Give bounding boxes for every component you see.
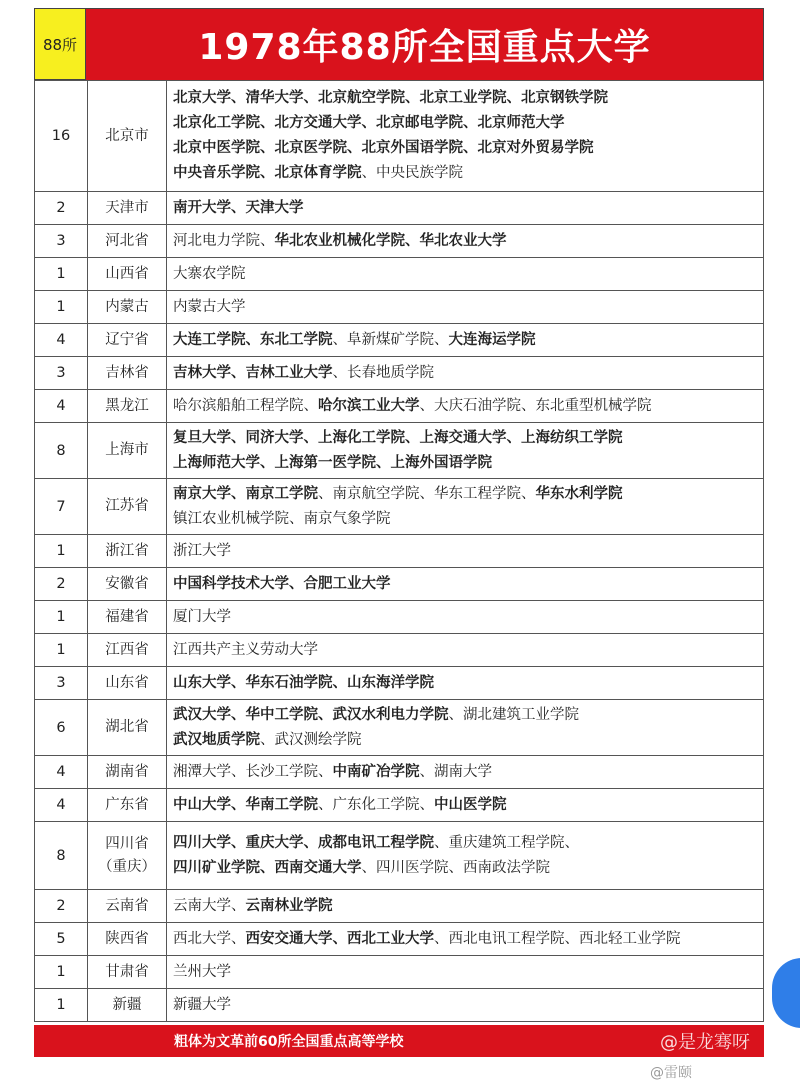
university-text: 云南大学、: [173, 897, 246, 914]
university-text: 、大庆石油学院、东北重型机械学院: [419, 397, 652, 414]
province-name: 福建省: [105, 608, 149, 625]
table-row: [35, 956, 764, 989]
row-schools: [167, 479, 764, 535]
row-schools: [167, 535, 764, 568]
university-text: 镇江农业机械学院、南京气象学院: [173, 510, 391, 527]
table-row: [35, 225, 764, 258]
row-province: [88, 535, 167, 568]
table-row: [35, 568, 764, 601]
table-row: [35, 700, 764, 756]
row-schools: [167, 923, 764, 956]
row-count: 1: [35, 956, 88, 989]
key-university-text: 吉林大学、吉林工业大学: [173, 364, 333, 381]
university-text: 、西北电讯工程学院、西北轻工业学院: [434, 930, 681, 947]
schools-line: [173, 605, 757, 630]
province-name: 黑龙江: [105, 397, 149, 414]
row-province: [88, 956, 167, 989]
province-name: 甘肃省: [105, 963, 149, 980]
province-name: 北京市: [105, 127, 149, 144]
row-count: 1: [35, 258, 88, 291]
schools-line: [173, 451, 757, 476]
university-text: 、湖北建筑工业学院: [448, 706, 579, 723]
province-name: 山西省: [105, 265, 149, 282]
row-count: 1: [35, 291, 88, 324]
key-university-text: 武汉地质学院: [173, 731, 260, 748]
row-province: [88, 291, 167, 324]
university-text: 兰州大学: [173, 963, 231, 980]
key-university-text: 华东水利学院: [535, 485, 623, 502]
key-university-text: 南开大学、天津大学: [173, 199, 304, 216]
row-province: [88, 81, 167, 192]
schools-line: [173, 539, 757, 564]
row-count: 2: [35, 890, 88, 923]
table-row: [35, 479, 764, 535]
university-text: 河北电力学院、: [173, 232, 275, 249]
row-schools: [167, 423, 764, 479]
table-row: [35, 822, 764, 890]
key-university-text: 中南矿冶学院: [332, 763, 420, 780]
key-university-text: 上海师范大学、上海第一医学院、上海外国语学院: [173, 454, 492, 471]
province-name: 山东省: [105, 674, 149, 691]
schools-line: [173, 856, 757, 881]
header: [34, 8, 764, 80]
key-university-text: 中央音乐学院、北京体育学院: [173, 165, 362, 181]
row-count: 8: [35, 822, 88, 890]
row-province: [88, 390, 167, 423]
row-province: [88, 324, 167, 357]
key-university-text: 山东大学、华东石油学院、山东海洋学院: [173, 674, 434, 691]
university-text: 、四川医学院、西南政法学院: [361, 859, 550, 876]
university-text: 、长春地质学院: [332, 364, 434, 381]
row-province: [88, 225, 167, 258]
row-count: 3: [35, 667, 88, 700]
university-text: 、阜新煤矿学院、: [332, 331, 449, 348]
key-university-text: 华北农业机械化学院、华北农业大学: [274, 232, 507, 249]
row-province: [88, 192, 167, 225]
schools-line: [173, 161, 757, 186]
row-province: [88, 423, 167, 479]
schools-line: [173, 703, 757, 728]
key-university-text: 中山大学、华南工学院: [173, 796, 318, 813]
watermark-weibo: @是龙骞呀: [660, 1032, 750, 1053]
row-schools: [167, 890, 764, 923]
university-text: 新疆大学: [173, 996, 231, 1013]
footer-bar: [34, 1025, 764, 1057]
key-university-text: 中国科学技术大学、合肥工业大学: [173, 575, 391, 592]
row-count: 2: [35, 568, 88, 601]
province-name: 新疆: [112, 996, 142, 1013]
table-row: [35, 258, 764, 291]
key-university-text: 北京化工学院、北方交通大学、北京邮电学院、北京师范大学: [173, 115, 565, 131]
schools-line: [173, 760, 757, 785]
university-text: 、南京航空学院、华东工程学院、: [318, 485, 536, 502]
university-text: 浙江大学: [173, 542, 231, 559]
row-province: [88, 789, 167, 822]
table-row: [35, 324, 764, 357]
table-row: [35, 601, 764, 634]
row-schools: [167, 225, 764, 258]
province-name: 陕西省: [105, 930, 149, 947]
key-university-text: 西安交通大学、西北工业大学: [245, 930, 434, 947]
university-text: 、重庆建筑工程学院、: [434, 834, 579, 851]
schools-line: [173, 960, 757, 985]
province-name: 江西省: [105, 641, 149, 658]
schools-line: [173, 394, 757, 419]
schools-line: [173, 894, 757, 919]
row-province: [88, 989, 167, 1022]
table-row: [35, 357, 764, 390]
university-table: [34, 80, 764, 1022]
row-province: [88, 634, 167, 667]
row-schools: [167, 192, 764, 225]
province-name: 天津市: [105, 199, 149, 216]
university-text: 湘潭大学、长沙工学院、: [173, 763, 333, 780]
table-row: [35, 989, 764, 1022]
table-row: [35, 535, 764, 568]
total-count-badge: 88所: [34, 8, 86, 80]
university-text: 内蒙古大学: [173, 298, 246, 315]
row-province: [88, 756, 167, 789]
schools-line: [173, 229, 757, 254]
province-name: （重庆）: [98, 858, 156, 875]
table-row: [35, 756, 764, 789]
row-count: 4: [35, 789, 88, 822]
province-name: 湖北省: [105, 719, 149, 735]
row-schools: [167, 700, 764, 756]
row-count: 1: [35, 535, 88, 568]
university-text: 哈尔滨船舶工程学院、: [173, 397, 318, 414]
table-body: [35, 81, 764, 1022]
row-province: [88, 822, 167, 890]
province-name: 吉林省: [105, 364, 149, 381]
key-university-text: 北京中医学院、北京医学院、北京外国语学院、北京对外贸易学院: [173, 140, 594, 156]
row-count: 3: [35, 357, 88, 390]
university-text: 、湖南大学: [419, 763, 492, 780]
row-province: [88, 890, 167, 923]
row-count: 4: [35, 324, 88, 357]
schools-line: [173, 86, 757, 111]
key-university-text: 四川大学、重庆大学、成都电讯工程学院: [173, 834, 434, 851]
row-count: 1: [35, 601, 88, 634]
watermark-secondary: @雷颐: [650, 1065, 692, 1081]
row-province: [88, 357, 167, 390]
table-row: [35, 789, 764, 822]
row-schools: [167, 601, 764, 634]
row-schools: [167, 956, 764, 989]
document-sheet: [34, 8, 764, 1058]
table-row: [35, 291, 764, 324]
row-schools: [167, 789, 764, 822]
schools-line: [173, 793, 757, 818]
row-count: 3: [35, 225, 88, 258]
key-university-text: 大连海运学院: [448, 331, 536, 348]
row-count: 1: [35, 989, 88, 1022]
row-count: 8: [35, 423, 88, 479]
university-text: 厦门大学: [173, 608, 231, 625]
key-university-text: 北京大学、清华大学、北京航空学院、北京工业学院、北京钢铁学院: [173, 90, 608, 106]
table-row: [35, 423, 764, 479]
row-count: 7: [35, 479, 88, 535]
university-text: 、广东化工学院、: [318, 796, 434, 813]
table-row: [35, 890, 764, 923]
row-schools: [167, 989, 764, 1022]
schools-line: [173, 671, 757, 696]
row-province: [88, 667, 167, 700]
province-name: 安徽省: [105, 575, 149, 592]
page-title: 1978年88所全国重点大学: [86, 8, 764, 80]
table-row: [35, 81, 764, 192]
university-text: 、中央民族学院: [361, 165, 463, 181]
table-row: [35, 192, 764, 225]
row-schools: [167, 324, 764, 357]
province-name: 辽宁省: [105, 331, 149, 348]
row-count: 5: [35, 923, 88, 956]
province-name: 江苏省: [105, 498, 149, 514]
row-schools: [167, 81, 764, 192]
province-name: 云南省: [105, 897, 149, 914]
row-schools: [167, 667, 764, 700]
schools-line: [173, 507, 757, 532]
row-schools: [167, 258, 764, 291]
schools-line: [173, 361, 757, 386]
table-row: [35, 390, 764, 423]
province-name: 湖南省: [105, 763, 149, 780]
footer-note: 粗体为文革前60所全国重点高等学校: [174, 1034, 404, 1050]
row-count: 2: [35, 192, 88, 225]
schools-line: [173, 572, 757, 597]
university-text: 大寨农学院: [173, 265, 246, 282]
schools-line: [173, 111, 757, 136]
row-province: [88, 923, 167, 956]
table-row: [35, 923, 764, 956]
row-count: 16: [35, 81, 88, 192]
schools-line: [173, 136, 757, 161]
schools-line: [173, 426, 757, 451]
schools-line: [173, 728, 757, 753]
province-name: 上海市: [105, 442, 149, 458]
key-university-text: 中山医学院: [434, 796, 507, 813]
key-university-text: 云南林业学院: [245, 897, 333, 914]
key-university-text: 南京大学、南京工学院: [173, 485, 318, 502]
key-university-text: 复旦大学、同济大学、上海化工学院、上海交通大学、上海纺织工学院: [173, 429, 623, 446]
table-row: [35, 667, 764, 700]
row-count: 4: [35, 390, 88, 423]
university-text: 江西共产主义劳动大学: [173, 641, 318, 658]
row-schools: [167, 822, 764, 890]
province-name: 广东省: [105, 796, 149, 813]
key-university-text: 四川矿业学院、西南交通大学: [173, 859, 362, 876]
row-schools: [167, 568, 764, 601]
schools-line: [173, 927, 757, 952]
province-name: 浙江省: [105, 542, 149, 559]
row-province: [88, 700, 167, 756]
row-schools: [167, 634, 764, 667]
province-name: 河北省: [105, 232, 149, 249]
key-university-text: 武汉大学、华中工学院、武汉水利电力学院: [173, 706, 449, 723]
row-schools: [167, 756, 764, 789]
floating-side-button[interactable]: [772, 958, 800, 1028]
province-name: 四川省: [105, 835, 149, 852]
schools-line: [173, 295, 757, 320]
table-row: [35, 634, 764, 667]
row-count: 6: [35, 700, 88, 756]
row-province: [88, 479, 167, 535]
row-schools: [167, 357, 764, 390]
university-text: 、武汉测绘学院: [260, 731, 362, 748]
key-university-text: 哈尔滨工业大学: [318, 397, 420, 414]
schools-line: [173, 482, 757, 507]
province-name: 内蒙古: [105, 298, 149, 315]
row-province: [88, 258, 167, 291]
schools-line: [173, 993, 757, 1018]
row-province: [88, 601, 167, 634]
schools-line: [173, 328, 757, 353]
schools-line: [173, 196, 757, 221]
row-province: [88, 568, 167, 601]
row-schools: [167, 390, 764, 423]
row-schools: [167, 291, 764, 324]
schools-line: [173, 262, 757, 287]
schools-line: [173, 831, 757, 856]
row-count: 1: [35, 634, 88, 667]
schools-line: [173, 638, 757, 663]
key-university-text: 大连工学院、东北工学院: [173, 331, 333, 348]
university-text: 西北大学、: [173, 930, 246, 947]
row-count: 4: [35, 756, 88, 789]
